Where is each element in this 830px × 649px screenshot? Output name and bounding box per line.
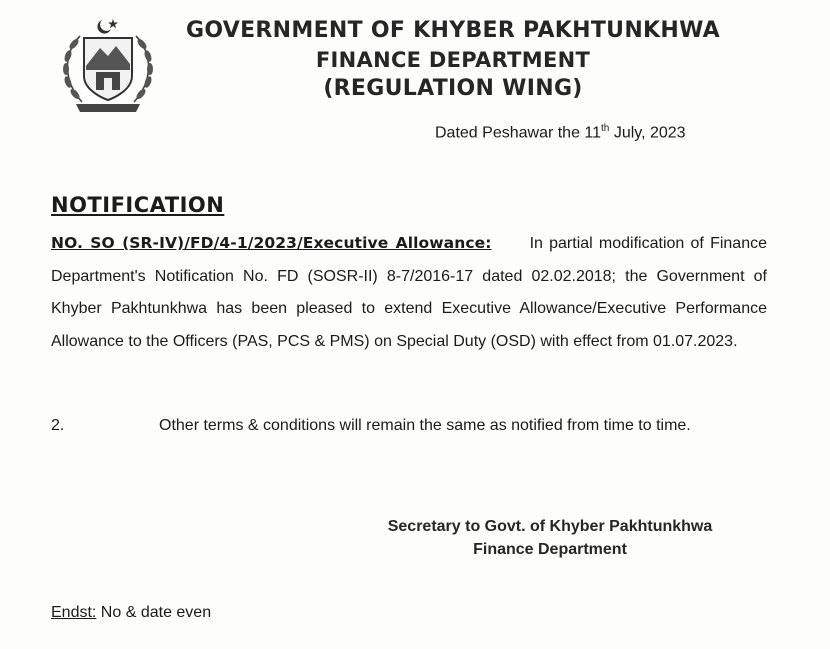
paragraph-number: 2. xyxy=(51,417,65,434)
dated-rest: July, 2023 xyxy=(609,124,686,142)
header-department-title: FINANCE DEPARTMENT xyxy=(315,48,591,72)
notification-reference-number: NO. SO (SR-IV)/FD/4-1/2023/Executive Allowance: xyxy=(51,234,492,252)
notification-paragraph-1-text: In partial modification of Finance Department's Notification No. FD (SOSR-II) 8-7/2016-17 dated 02.02.2018; the Government of Khyber Pakhtunkhwa has been pleased to extend Executive Allowance/Executive Performance Allowance to the Officers (PAS, PCS & PMS) on Special Duty (OSD) with effect from 01.07.2023. xyxy=(51,235,767,350)
endorsement-label: Endst: xyxy=(51,604,97,621)
dated-ordinal: th xyxy=(601,123,610,134)
header-wing-title: (REGULATION WING) xyxy=(323,76,583,101)
signature-department: Finance Department xyxy=(473,541,627,558)
dated-prefix: Dated Peshawar the 11 xyxy=(435,124,602,142)
header-government-title: GOVERNMENT OF KHYBER PAKHTUNKHWA xyxy=(186,18,720,43)
endorsement-line xyxy=(51,604,211,622)
dated-line xyxy=(435,123,686,142)
endorsement-text: No & date even xyxy=(96,604,212,621)
notification-paragraph-1 xyxy=(51,227,767,358)
notification-title: NOTIFICATION xyxy=(51,193,225,217)
notification-paragraph-2 xyxy=(51,410,767,443)
signature-title: Secretary to Govt. of Khyber Pakhtunkhwa xyxy=(387,518,713,535)
notification-paragraph-2-text: Other terms & conditions will remain the same as notified from time to time. xyxy=(159,417,691,434)
kp-government-emblem-icon xyxy=(50,14,166,116)
